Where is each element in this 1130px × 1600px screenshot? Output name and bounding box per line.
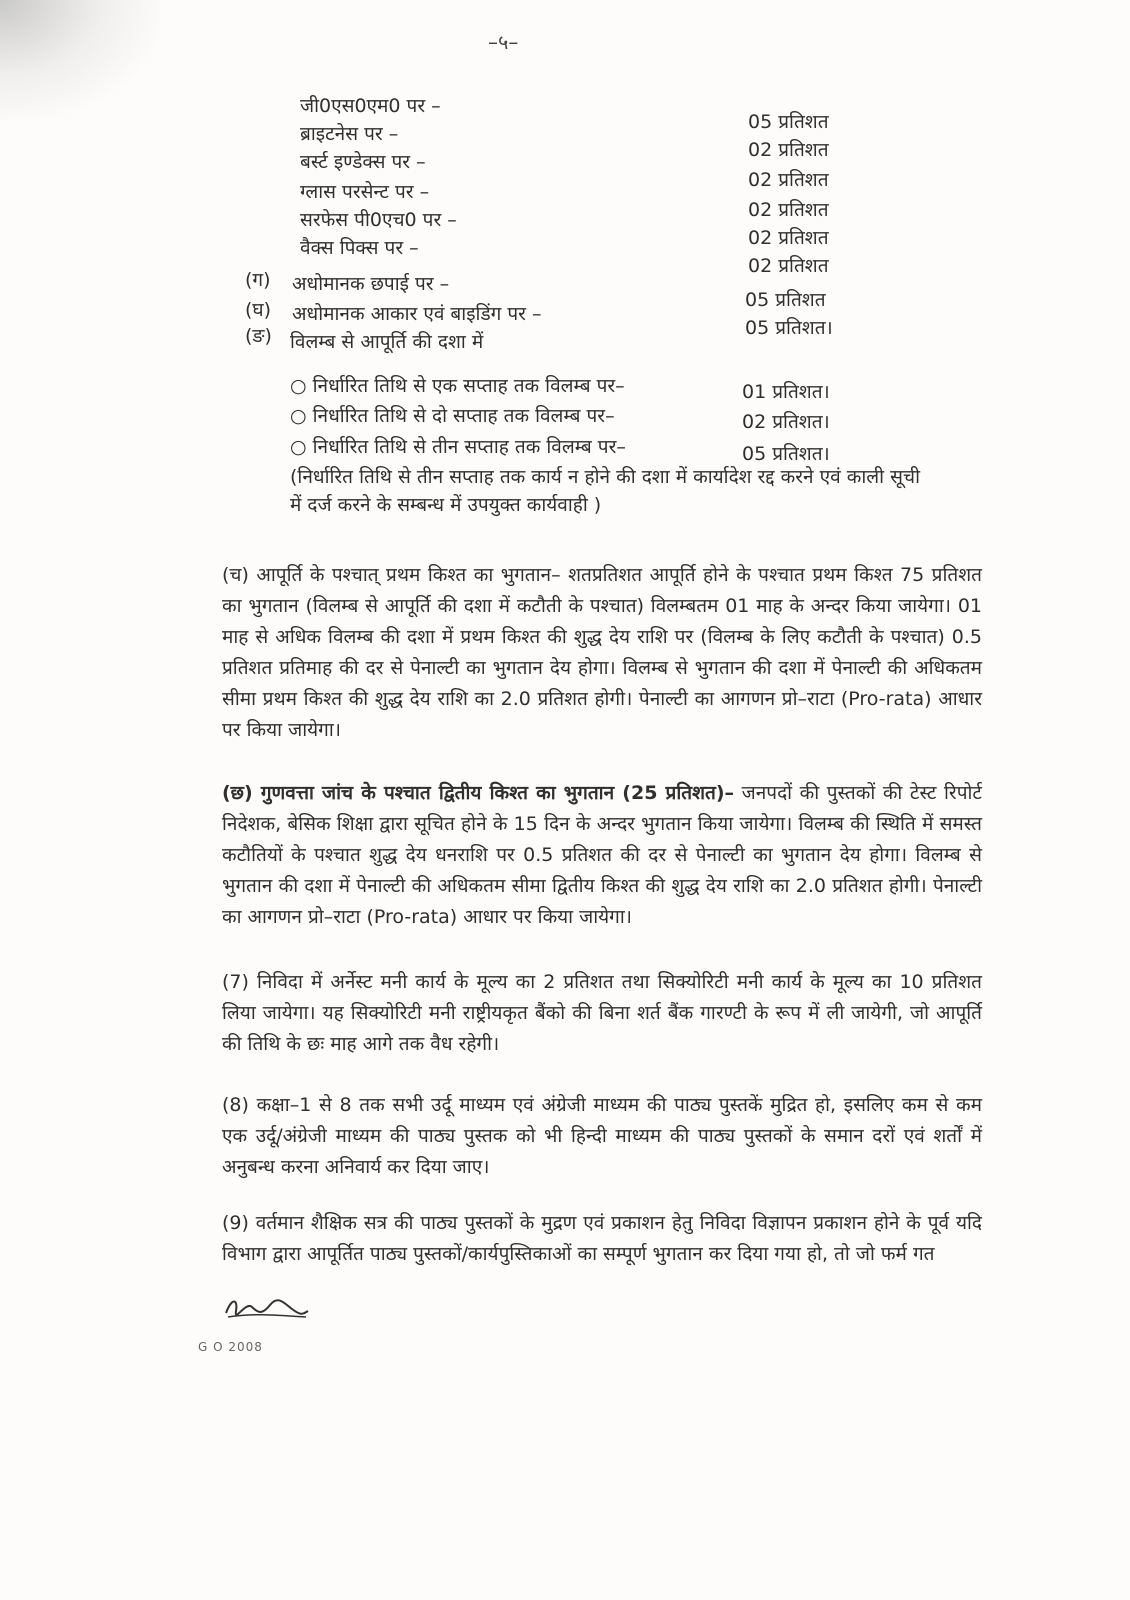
paragraph-ch: (च) आपूर्ति के पश्चात् प्रथम किश्त का भुगतान– शतप्रतिशत आपूर्ति होने के पश्चात प्रथम किश्त 75 प्रतिशत का भुगतान (विलम्ब से आपूर्ति की दशा में कटौती के पश्चात) विलम्बतम 01 माह के अन्दर किया जायेगा। 01 माह से अधिक विलम्ब की दशा में प्रथम किश्त की शुद्ध देय राशि पर (विलम्ब के लिए कटौती के पश्चात) 0.5 प्रतिशत प्रतिमाह की दर से पेनाल्टी का भुगतान देय होगा। विलम्ब से भुगतान की दशा में पेनाल्टी की अधिकतम सीमा प्रथम किश्त की शुद्ध देय राशि का 2.0 प्रतिशत होगी। पेनाल्टी का आगणन प्रो–राटा (Pro-rata) आधार पर किया जायेगा। — [222, 564, 982, 741]
item-label: अधोमानक छपाई पर – — [292, 273, 450, 295]
item-label: विलम्ब से आपूर्ति की दशा में — [290, 331, 484, 353]
delay-item-text: ○ निर्धारित तिथि से एक सप्ताह तक विलम्ब पर– — [290, 375, 625, 397]
item-marker: (ग) — [245, 269, 271, 291]
paragraph-8: (8) कक्षा–1 से 8 तक सभी उर्दू माध्यम एवं अंग्रेजी माध्यम की पाठ्य पुस्तकें मुद्रित हो, इसलिए कम से कम एक उर्दू/अंग्रेजी माध्यम की पाठ्य पुस्तक को भी हिन्दी माध्यम की पाठ्य पुस्तकों के समान दरों एवं शर्तों में अनुबन्ध करना अनिवार्य कर दिया जाए। — [222, 1094, 982, 1178]
penalty-value: 02 प्रतिशत — [748, 199, 829, 221]
penalty-value: 02 प्रतिशत — [748, 227, 829, 249]
penalty-label: ब्राइटनेस पर – — [300, 123, 399, 145]
page-number: –५– — [488, 30, 519, 54]
paragraph-chh-body: जनपदों की पुस्तकों की टेस्ट रिपोर्ट निदेशक, बेसिक शिक्षा द्वारा सूचित होने के 15 दिन के अन्दर भुगतान किया जायेगा। विलम्ब की स्थिति में समस्त कटौतियों के पश्चात शुद्ध देय धनराशि पर 0.5 प्रतिशत की दर से पेनाल्टी का भुगतान देय होगा। विलम्ब से भुगतान की दशा में पेनाल्टी की अधिकतम सीमा द्वितीय किश्त की शुद्ध देय राशि का 2.0 प्रतिशत होगी। पेनाल्टी का आगणन प्रो–राटा (Pro-rata) आधार पर किया जायेगा। — [222, 782, 982, 928]
paragraph-chh — [222, 778, 982, 933]
item-marker: (घ) — [245, 299, 272, 321]
penalty-value: 02 प्रतिशत — [748, 139, 829, 161]
delay-item-value: 05 प्रतिशत। — [742, 443, 830, 465]
scan-shadow — [0, 0, 160, 120]
paragraph-chh-heading: (छ) गुणवत्ता जांच के पश्चात द्वितीय किश्त का भुगतान (25 प्रतिशत)– — [222, 782, 735, 804]
signature-icon — [222, 1293, 312, 1325]
item-label: अधोमानक आकार एवं बाइडिंग पर – — [292, 303, 542, 325]
delay-item-value: 02 प्रतिशत। — [742, 411, 830, 433]
penalty-label: जी0एस0एम0 पर – — [300, 95, 441, 117]
delay-item-text: ○ निर्धारित तिथि से दो सप्ताह तक विलम्ब पर– — [290, 405, 615, 427]
item-value: 05 प्रतिशत — [745, 289, 826, 311]
delay-item-value: 01 प्रतिशत। — [742, 381, 830, 403]
penalty-label: वैक्स पिक्स पर – — [300, 237, 419, 259]
item-marker: (ङ) — [245, 325, 272, 347]
penalty-value: 02 प्रतिशत — [748, 169, 829, 191]
delay-note: (निर्धारित तिथि से तीन सप्ताह तक कार्य न होने की दशा में कार्यादेश रद्द करने एवं काली सूची में दर्ज करने के सम्बन्ध में उपयुक्त कार्यवाही ) — [290, 466, 920, 516]
penalty-label: बर्स्ट इण्डेक्स पर – — [300, 151, 426, 173]
penalty-label: सरफेस पी0एच0 पर – — [300, 209, 457, 231]
penalty-value: 02 प्रतिशत — [748, 255, 829, 277]
paragraph-9: (9) वर्तमान शैक्षिक सत्र की पाठ्य पुस्तकों के मुद्रण एवं प्रकाशन हेतु निविदा विज्ञापन प्रकाशन होने के पूर्व यदि विभाग द्वारा आपूर्तित पाठ्य पुस्तकों/कार्यपुस्तिकाओं का सम्पूर्ण भुगतान कर दिया गया हो, तो जो फर्म गत — [222, 1212, 982, 1265]
delay-item-text: ○ निर्धारित तिथि से तीन सप्ताह तक विलम्ब पर– — [290, 436, 626, 458]
penalty-value: 05 प्रतिशत — [748, 111, 829, 133]
penalty-label: ग्लास परसेन्ट पर – — [300, 181, 430, 203]
footer-code: G O 2008 — [198, 1340, 263, 1354]
item-value: 05 प्रतिशत। — [745, 317, 833, 339]
paragraph-7: (7) निविदा में अर्नेस्ट मनी कार्य के मूल्य का 2 प्रतिशत तथा सिक्योरिटी मनी कार्य के मूल्य का 10 प्रतिशत लिया जायेगा। यह सिक्योरिटी मनी राष्ट्रीयकृत बैंको की बिना शर्त बैंक गारण्टी के रूप में ली जायेगी, जो आपूर्ति की तिथि के छः माह आगे तक वैध रहेगी। — [222, 971, 982, 1055]
